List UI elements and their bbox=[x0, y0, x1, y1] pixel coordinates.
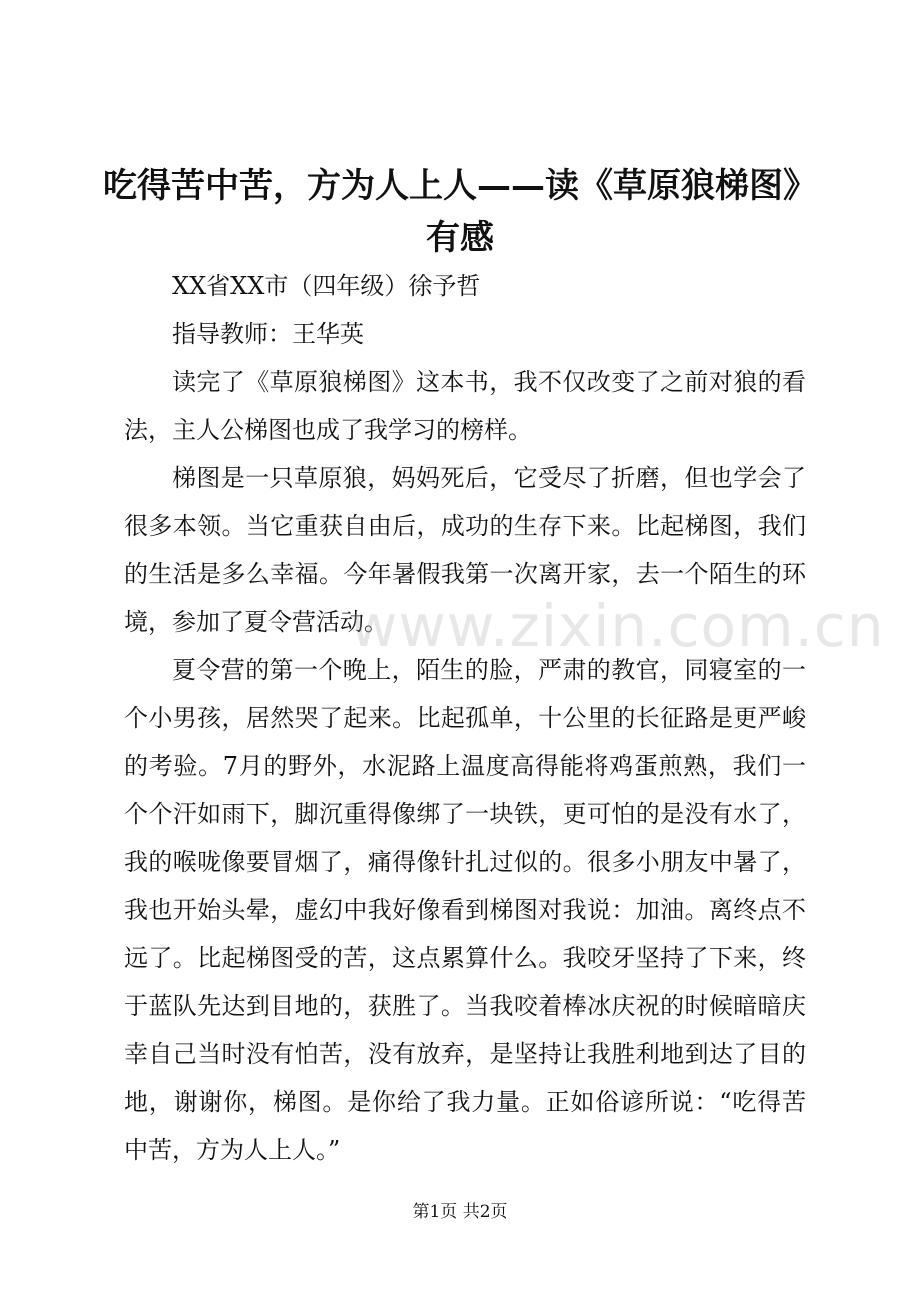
paragraph: 读完了《草原狼梯图》这本书，我不仅改变了之前对狼的看法，主人公梯图也成了我学习的榜样。 bbox=[124, 368, 806, 444]
paragraph: 夏令营的第一个晚上，陌生的脸，严肃的教官，同寝室的一个小男孩，居然哭了起来。比起孤单，十公里的长征路是更严峻的考验。7月的野外，水泥路上温度高得能将鸡蛋煎熟，我们一个个汗如雨下，脚沉重得像绑了一块铁，更可怕的是没有水了，我的喉咙像要冒烟了，痛得像针扎过似的。很多小朋友中暑了，我也开始头晕，虚幻中我好像看到梯图对我说：加油。离终点不远了。比起梯图受的苦，这点累算什么。我咬牙坚持了下来，终于蓝队先达到目地的，获胜了。当我咬着棒冰庆祝的时候暗暗庆幸自己当时没有怕苦，没有放弃，是坚持让我胜利地到达了目的地，谢谢你，梯图。是你给了我力量。正如俗谚所说：“吃得苦中苦，方为人上人。” bbox=[124, 656, 806, 1164]
page-footer: 第1页 共2页 bbox=[412, 1202, 508, 1222]
author-line: XX省XX市（四年级）徐予哲 bbox=[172, 272, 481, 300]
page-title: 吃得苦中苦，方为人上人——读《草原狼梯图》有感 bbox=[103, 166, 817, 258]
watermark: www.zixin.com.cn bbox=[350, 592, 885, 660]
teacher-line: 指导教师：王华英 bbox=[172, 320, 364, 348]
paragraph: 梯图是一只草原狼，妈妈死后，它受尽了折磨，但也学会了很多本领。当它重获自由后，成功的生存下来。比起梯图，我们的生活是多么幸福。今年暑假我第一次离开家，去一个陌生的环境，参加了夏令营活动。 bbox=[124, 464, 806, 636]
document-body bbox=[124, 262, 806, 1174]
